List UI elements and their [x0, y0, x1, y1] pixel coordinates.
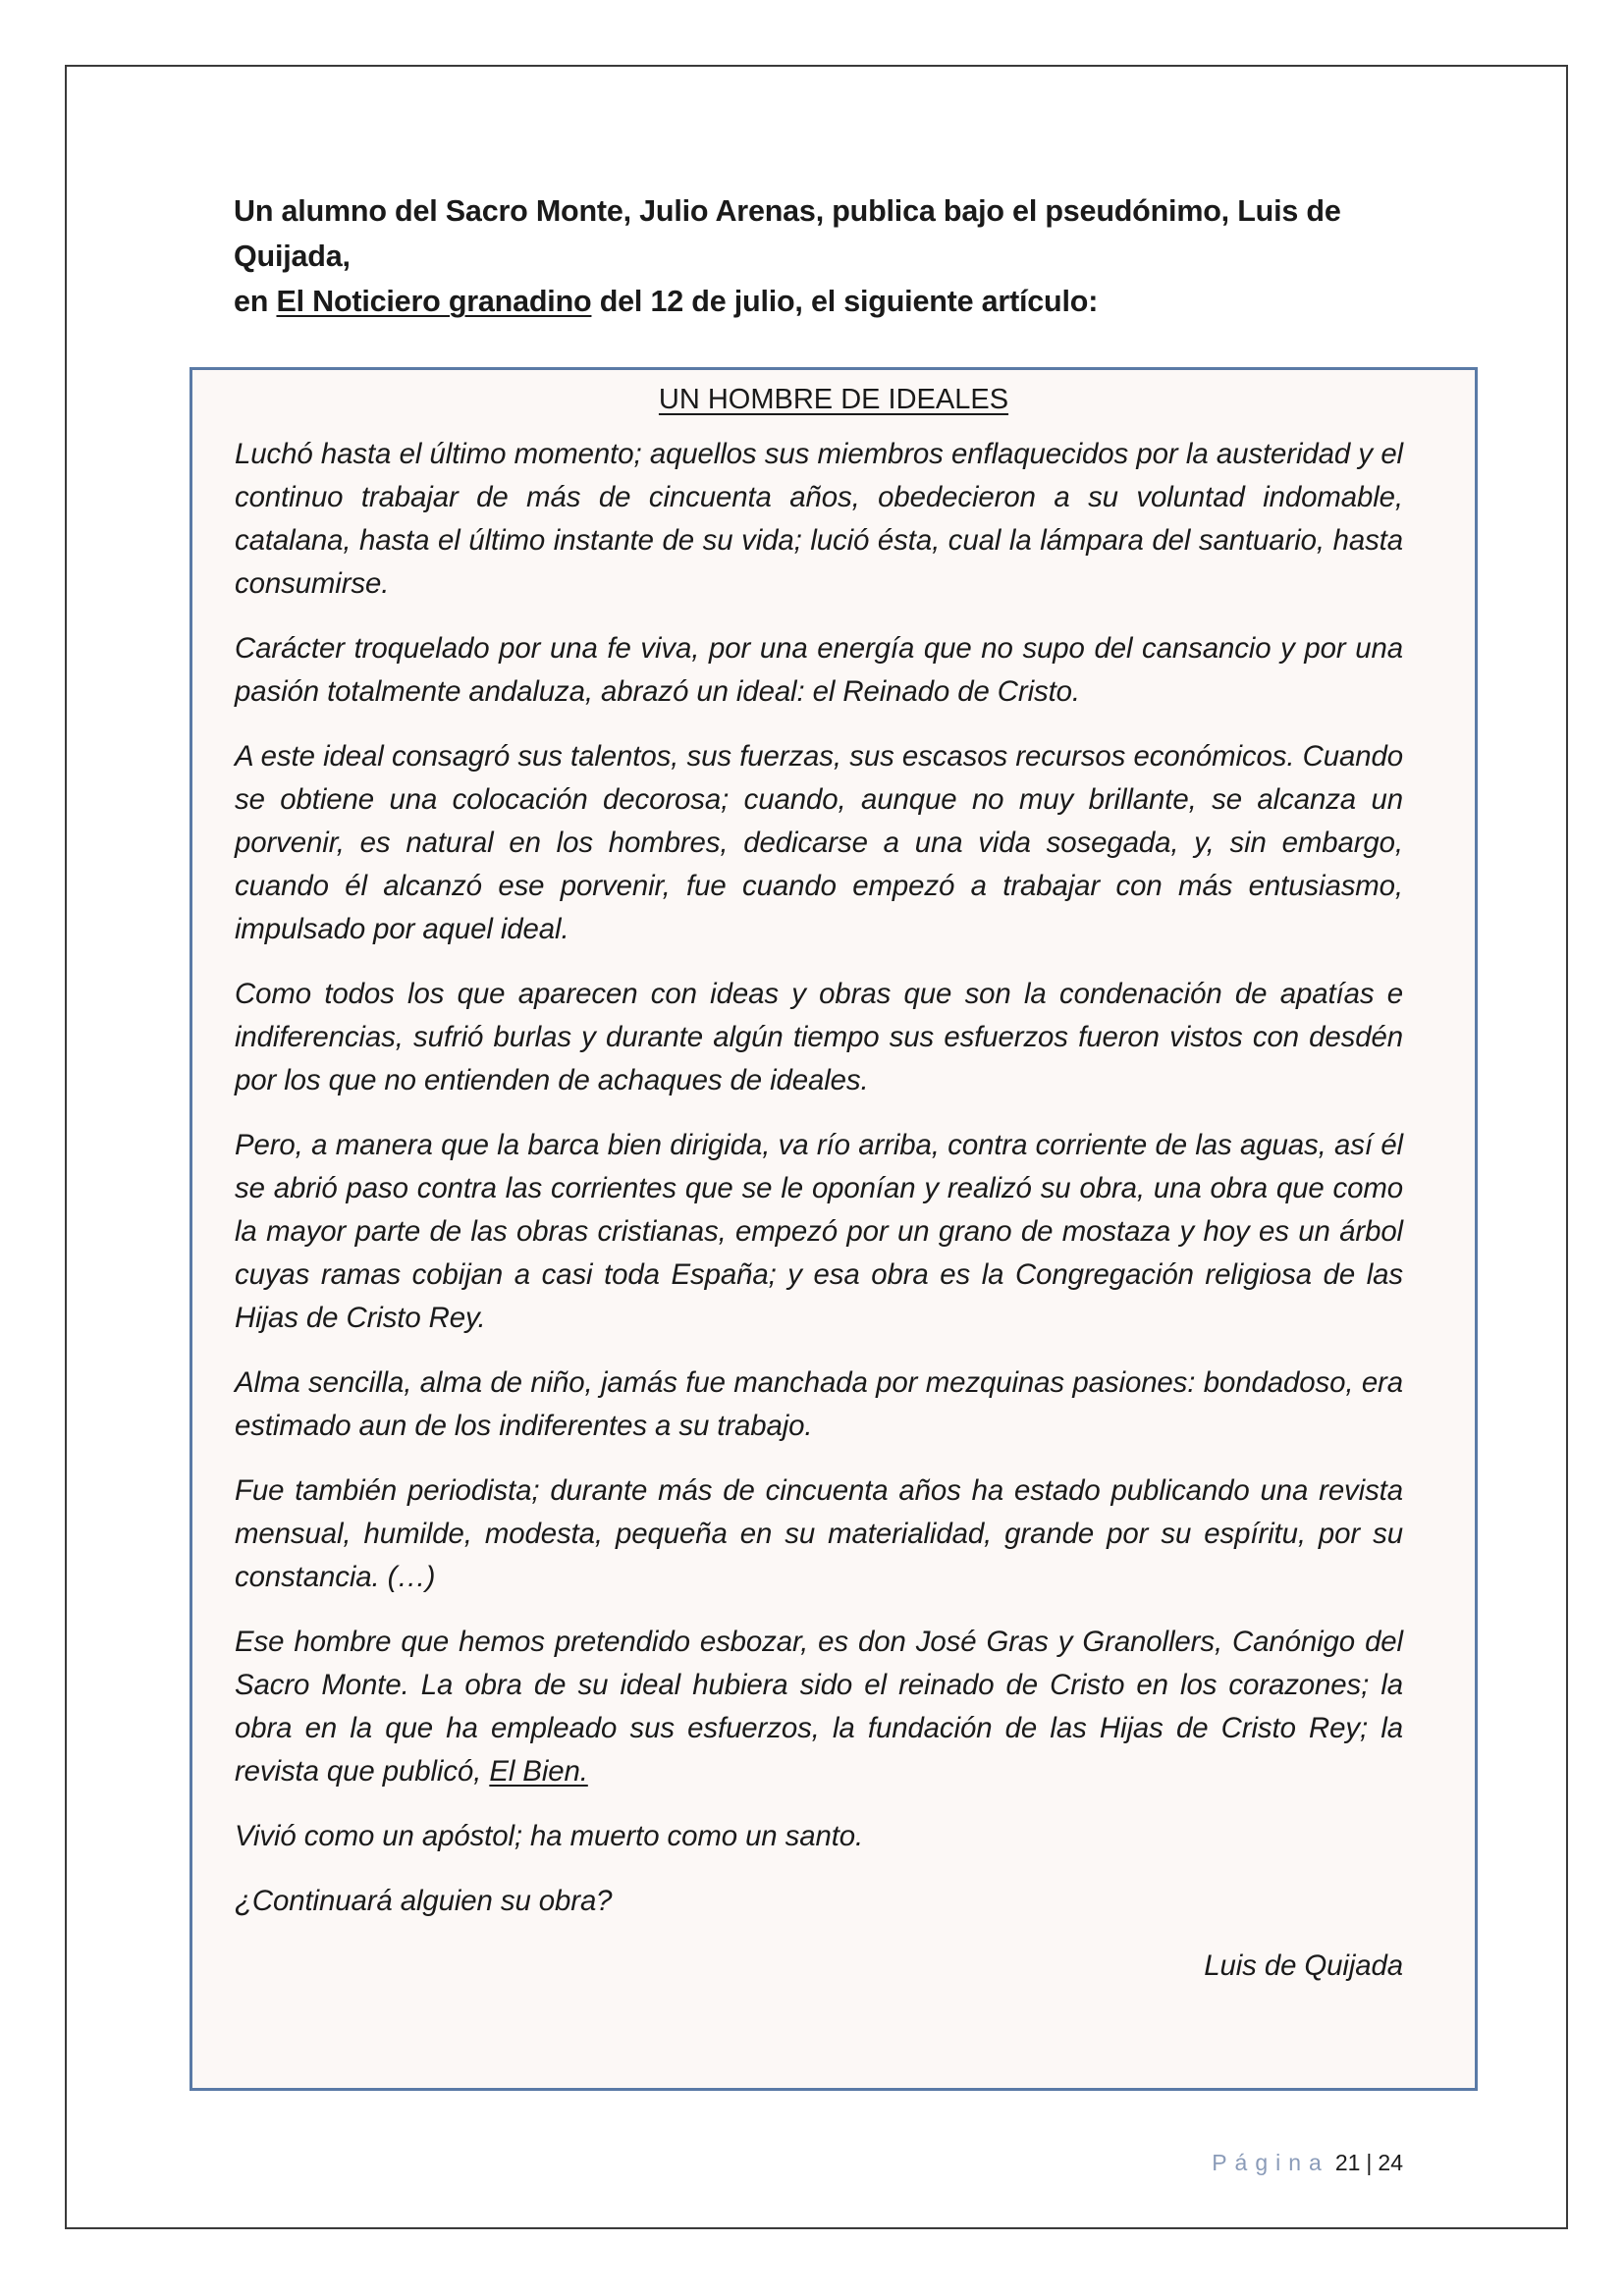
intro-line-2: [234, 279, 1402, 324]
newspaper-name: El Noticiero granadino: [276, 285, 592, 318]
article-paragraph-text: Ese hombre que hemos pretendido esbozar, es don José Gras y Granollers, Canónigo del Sacro Monte. La obra de su ideal hubiera sido el reinado de Cristo en los corazones; la obra en la que ha empleado sus esfuerzos, la fundación de las Hijas de Cristo Rey; la revista que publicó,: [235, 1626, 1403, 1788]
article-body: [235, 433, 1403, 2009]
intro-line-2-suffix: del 12 de julio, el siguiente artículo:: [591, 285, 1099, 318]
intro-text: [234, 188, 1402, 324]
page-total: 24: [1378, 2150, 1403, 2175]
article-paragraph: Carácter troquelado por una fe viva, por una energía que no supo del cansancio y por una pasión totalmente andaluza, abrazó un ideal: el Reinado de Cristo.: [235, 632, 1403, 708]
intro-line-1: Un alumno del Sacro Monte, Julio Arenas, publica bajo el pseudónimo, Luis de Quijada,: [234, 194, 1341, 273]
page-separator: |: [1366, 2150, 1373, 2175]
article-paragraph: Alma sencilla, alma de niño, jamás fue manchada por mezquinas pasiones: bondadoso, era estimado aun de los indiferentes a su trabajo.: [235, 1366, 1403, 1442]
article-paragraph: A este ideal consagró sus talentos, sus fuerzas, sus escasos recursos económicos. Cuando se obtiene una colocación decorosa; cuando, aunque no muy brillante, se alcanza un porvenir, es natural en los hombres, dedicarse a una vida sosegada, y, sin embargo, cuando él alcanzó ese porvenir, fue cuando empezó a trabajar con más entusiasmo, impulsado por aquel ideal.: [235, 740, 1403, 945]
article-paragraph: Como todos los que aparecen con ideas y obras que son la condenación de apatías e indiferencias, sufrió burlas y durante algún tiempo sus esfuerzos fueron vistos con desdén por los que no entienden de achaques de ideales.: [235, 978, 1403, 1096]
article-paragraph: Pero, a manera que la barca bien dirigida, va río arriba, contra corriente de las aguas, así él se abrió paso contra las corrientes que se le oponían y realizó su obra, una obra que como la mayor parte de las obras cristianas, empezó por un grano de mostaza y hoy es un árbol cuyas ramas cobijan a casi toda España; y esa obra es la Congregación religiosa de las Hijas de Cristo Rey.: [235, 1129, 1403, 1334]
article-paragraph: ¿Continuará alguien su obra?: [235, 1885, 613, 1917]
page-footer: [1212, 2148, 1403, 2177]
page-label: Página: [1212, 2150, 1329, 2175]
magazine-name: El Bien.: [489, 1755, 588, 1788]
article-paragraph: Luchó hasta el último momento; aquellos sus miembros enflaquecidos por la austeridad y el continuo trabajar de más de cincuenta años, obedecieron a su voluntad indomable, catalana, hasta el último instante de su vida; lució ésta, cual la lámpara del santuario, hasta consumirse.: [235, 438, 1403, 600]
article-box: [189, 367, 1478, 2091]
article-paragraph: Fue también periodista; durante más de cincuenta años ha estado publicando una revista mensual, humilde, modesta, pequeña en su materialidad, grande por su espíritu, por su constancia. (…): [235, 1474, 1403, 1593]
article-signature: Luis de Quijada: [1204, 1949, 1403, 1982]
page-number: 21: [1334, 2150, 1361, 2175]
article-title: UN HOMBRE DE IDEALES: [658, 384, 1009, 415]
intro-line-2-prefix: en: [234, 285, 277, 318]
article-paragraph: Vivió como un apóstol; ha muerto como un santo.: [235, 1820, 864, 1852]
article-paragraph: [235, 1621, 1403, 1793]
